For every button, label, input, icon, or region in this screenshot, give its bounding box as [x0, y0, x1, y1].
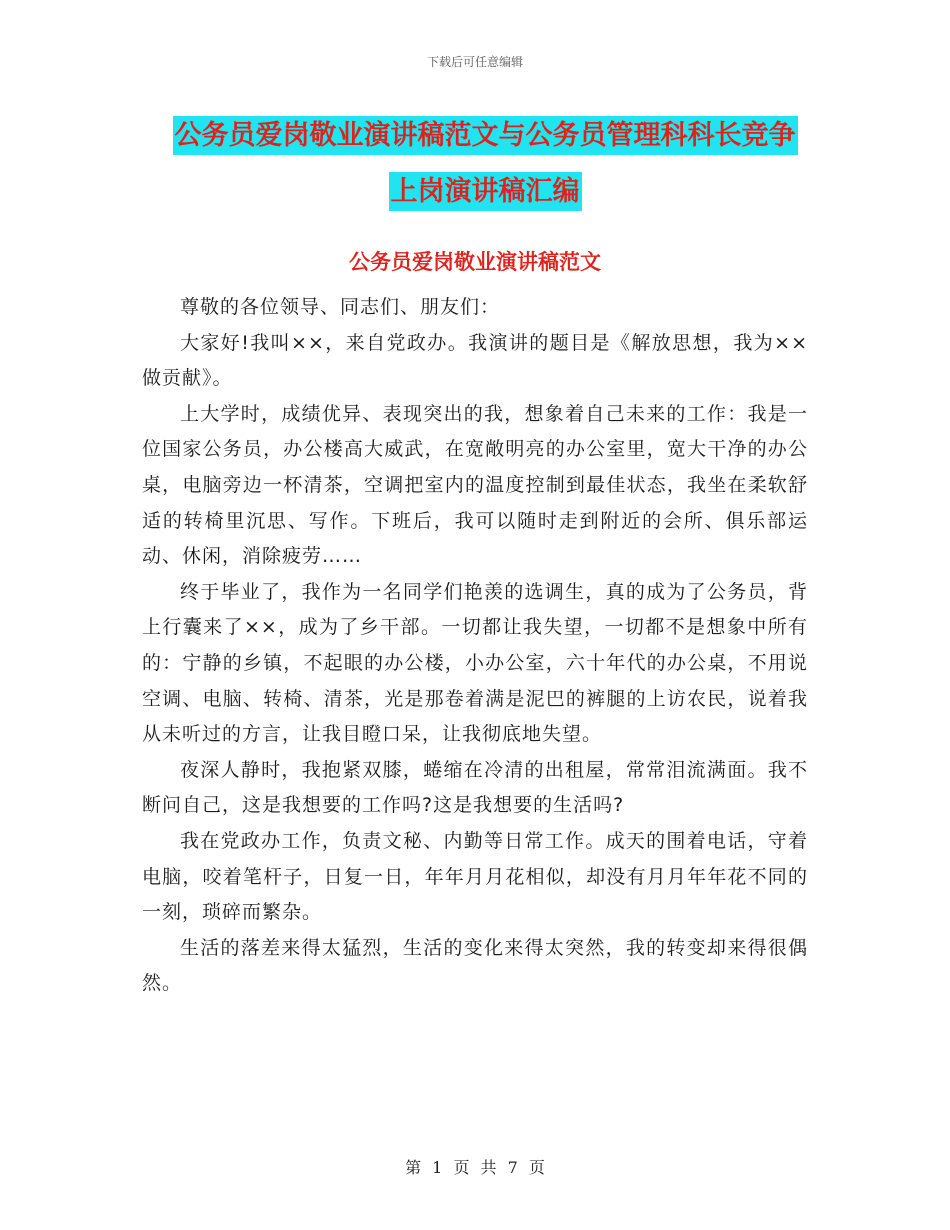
paragraph: 大家好!我叫××，来自党政办。我演讲的题目是《解放思想，我为××做贡献》。 [142, 331, 808, 390]
paragraph: 上大学时，成绩优异、表现突出的我，想象着自己未来的工作：我是一位国家公务员，办公楼高大威武，在宽敞明亮的办公室里，宽大干净的办公桌，电脑旁边一杯清茶，空调把室内的温度控制到最佳状态，我坐在柔软舒适的转椅里沉思、写作。下班后，我可以随时走到附近的会所、俱乐部运动、休闲，消除疲劳…… [142, 402, 808, 568]
paragraph: 夜深人静时，我抱紧双膝，蜷缩在冷清的出租屋，常常泪流满面。我不断问自己，这是我想要的工作吗?这是我想要的生活吗? [142, 758, 808, 817]
document-title-line-1: 公务员爱岗敬业演讲稿范文与公务员管理科科长竞争 [173, 116, 798, 155]
paragraph: 我在党政办工作，负责文秘、内勤等日常工作。成天的围着电话，守着电脑，咬着笔杆子，日复一日，年年月月花相似，却没有月月年年花不同的一刻，琐碎而繁杂。 [142, 829, 808, 924]
document-title-line-2: 上岗演讲稿汇编 [389, 172, 582, 211]
header-note: 下载后可任意编辑 [426, 55, 523, 69]
body-text [142, 290, 808, 1002]
section-title: 公务员爱岗敬业演讲稿范文 [349, 250, 601, 274]
document-title [150, 108, 820, 220]
page-number-footer: 第 1 页 共 7 页 [405, 1158, 545, 1177]
paragraph: 生活的落差来得太猛烈，生活的变化来得太突然，我的转变却来得很偶然。 [142, 936, 808, 995]
paragraph: 终于毕业了，我作为一名同学们艳羡的选调生，真的成为了公务员，背上行囊来了××，成为了乡干部。一切都让我失望，一切都不是想象中所有的：宁静的乡镇，不起眼的办公楼，小办公室，六十年代的办公桌，不用说空调、电脑、转椅、清茶，光是那卷着满是泥巴的裤腿的上访农民，说着我从未听过的方言，让我目瞪口呆，让我彻底地失望。 [142, 580, 808, 746]
paragraph-salutation: 尊敬的各位领导、同志们、朋友们： [180, 296, 501, 318]
